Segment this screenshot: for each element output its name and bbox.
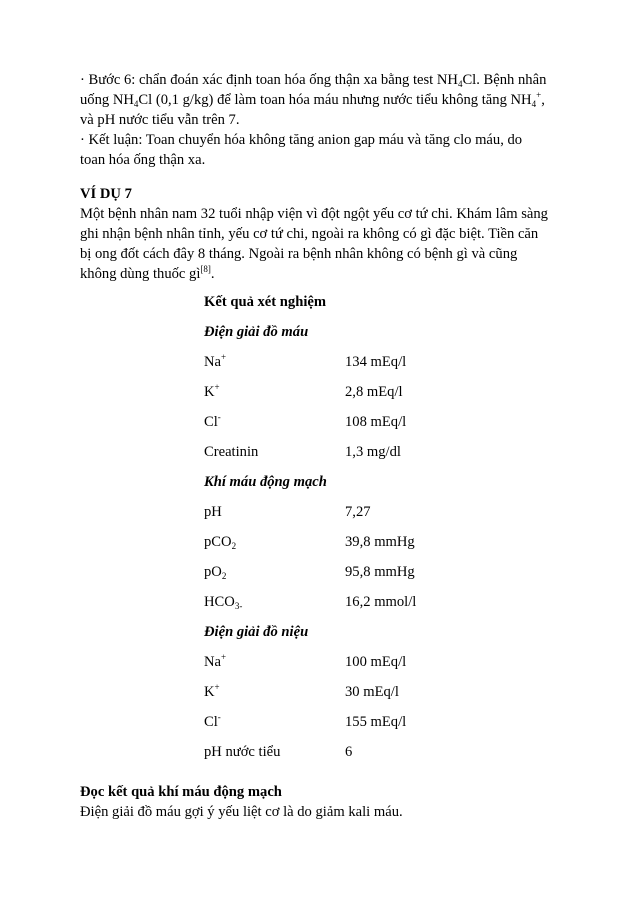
blood-cl-row [204,412,504,432]
superscript: + [221,652,227,662]
result-value: 155 mEq/l [345,714,407,730]
result-value: 2,8 mEq/l [345,384,403,400]
result-name [204,592,242,612]
subscript: 2 [231,541,237,551]
result-value: 16,2 mmol/l [345,594,417,610]
result-name: pH [204,504,222,520]
urine-na-row [204,652,504,672]
step6-line-1 [80,70,570,90]
blood-creatinin-row [204,442,504,462]
result-name: Creatinin [204,444,259,460]
result-name [204,352,226,372]
subscript: 3- [234,601,243,611]
text-span: K [204,684,215,700]
subscript: 2 [221,571,227,581]
text-span: uống NH [80,92,134,108]
blood-na-row [204,352,504,372]
urine-k-row [204,682,504,702]
result-name [204,682,220,702]
result-value: 7,27 [345,504,371,520]
reading-paragraph [80,782,570,822]
text-span: Na [204,354,222,370]
urine-electrolytes-heading: Điện giải đồ niệu [204,624,309,640]
subscript: 4 [133,99,139,109]
gas-hco3-row [204,592,504,612]
text-span: Cl. Bệnh nhân [462,72,547,88]
superscript: + [214,382,220,392]
result-value: 39,8 mmHg [345,534,415,550]
result-value: 6 [345,744,353,760]
example-line-3: bị ong đốt cách đây 8 tháng. Ngoài ra bệnh nhân không có bệnh gì và cũng [80,246,518,262]
result-name [204,712,221,732]
example-line-4 [80,264,570,284]
superscript: + [214,682,220,692]
text-span: HCO [204,594,235,610]
gas-po2-row [204,562,504,582]
reading-heading: Đọc kết quả khí máu động mạch [80,784,282,800]
text-span: pCO [204,534,232,550]
result-name [204,562,226,582]
results-title: Kết quả xét nghiệm [204,294,327,310]
result-value: 1,3 mg/dl [345,444,401,460]
subscript: 4 [457,79,463,89]
subscript: 4 [531,99,537,109]
result-value: 95,8 mmHg [345,564,415,580]
gas-ph-row [204,502,504,522]
arterial-gas-heading: Khí máu động mạch [204,474,327,490]
result-value: 134 mEq/l [345,354,407,370]
text-span: Cl [204,414,218,430]
result-name [204,382,220,402]
text-span: · Bước 6: chẩn đoán xác định toan hóa ống thận xa bằng test NH [80,72,458,88]
result-value: 30 mEq/l [345,684,399,700]
result-value: 108 mEq/l [345,414,407,430]
text-span: K [204,384,215,400]
step6-line-3: và pH nước tiểu vẫn trên 7. [80,112,240,128]
text-span: Cl (0,1 g/kg) để làm toan hóa máu nhưng nước tiểu không tăng NH [138,92,532,108]
urine-ph-row [204,742,504,762]
text-span: Na [204,654,222,670]
example-heading: VÍ DỤ 7 [80,186,132,202]
conclusion-line-1: · Kết luận: Toan chuyển hóa không tăng anion gap máu và tăng clo máu, do [80,132,523,148]
gas-pco2-row [204,532,504,552]
text-span: pO [204,564,222,580]
blood-electrolytes-heading: Điện giải đồ máu [204,324,309,340]
result-name [204,532,236,552]
superscript: - [217,412,221,422]
result-name [204,412,221,432]
example-line-2: ghi nhận bệnh nhân tỉnh, yếu cơ tứ chi, ngoài ra không có gì đặc biệt. Tiền căn [80,226,539,242]
text-span: không dùng thuốc gì [80,266,201,282]
result-value: 100 mEq/l [345,654,407,670]
reference-superscript: [8] [200,264,211,274]
superscript: + [221,352,227,362]
blood-k-row [204,382,504,402]
conclusion-line-2: toan hóa ống thận xa. [80,152,206,168]
urine-cl-row [204,712,504,732]
example-line-1: Một bệnh nhân nam 32 tuổi nhập viện vì đột ngột yếu cơ tứ chi. Khám lâm sàng [80,206,548,222]
text-span: , [541,92,545,108]
example-paragraph [80,184,570,284]
result-name: pH nước tiểu [204,744,281,760]
step6-paragraph [80,70,570,170]
text-span: Cl [204,714,218,730]
superscript: + [536,90,542,100]
reading-line-1: Điện giải đồ máu gợi ý yếu liệt cơ là do giảm kali máu. [80,804,403,820]
step6-line-2 [80,90,570,110]
result-name [204,652,226,672]
text-span: . [210,266,215,282]
superscript: - [217,712,221,722]
